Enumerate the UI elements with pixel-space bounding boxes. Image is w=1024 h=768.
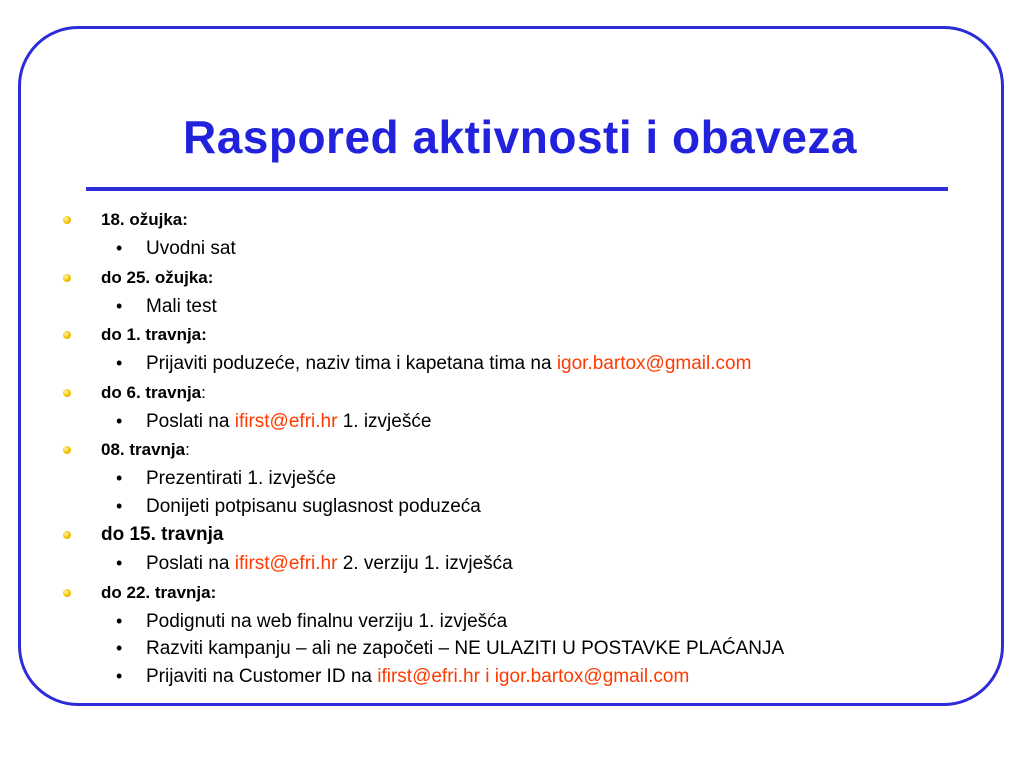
date-item: do 25. ožujka: <box>60 263 1000 293</box>
bullet-dot-icon: • <box>116 295 123 316</box>
task-item: • Mali test <box>60 293 1000 321</box>
task-item: • Poslati na ifirst@efri.hr 1. izvješće <box>60 408 1000 436</box>
bullet-dot-icon: • <box>116 610 123 631</box>
email-link[interactable]: ifirst@efri.hr <box>234 553 338 574</box>
bullet-dot-icon: • <box>116 410 123 431</box>
task-item: • Podignuti na web finalnu verziju 1. izvješća <box>60 608 1000 636</box>
bullet-icon <box>63 446 71 454</box>
title-underline <box>86 187 948 191</box>
slide-title: Raspored aktivnosti i obaveza <box>182 111 858 163</box>
bullet-icon <box>63 216 71 224</box>
task-item: • Razviti kampanju – ali ne započeti – NE ULAZITI U POSTAVKE PLAĆANJA <box>60 635 1000 663</box>
bullet-dot-icon: • <box>116 495 123 516</box>
bullet-icon <box>63 589 71 597</box>
bullet-dot-icon: • <box>116 553 123 573</box>
bullet-dot-icon: • <box>116 353 123 373</box>
bullet-icon <box>63 531 71 539</box>
bullet-icon <box>63 389 71 397</box>
date-item: do 6. travnja: <box>60 378 1000 408</box>
email-link[interactable]: ifirst@efri.hr i igor.bartox@gmail.com <box>377 665 690 687</box>
task-item: • Poslati na ifirst@efri.hr 2. verziju 1. izvješća <box>60 550 1000 578</box>
date-item: 08. travnja: <box>60 435 1000 465</box>
task-item: • Prijaviti na Customer ID na ifirst@efri.hr i igor.bartox@gmail.com <box>60 663 1000 691</box>
task-item: • Donijeti potpisanu suglasnost poduzeća <box>60 493 1000 521</box>
bullet-dot-icon: • <box>116 665 123 686</box>
date-item: do 22. travnja: <box>60 578 1000 608</box>
email-link[interactable]: igor.bartox@gmail.com <box>556 353 752 374</box>
date-item: 18. ožujka: <box>60 205 1000 235</box>
bullet-dot-icon: • <box>116 638 123 658</box>
date-item: do 1. travnja: <box>60 320 1000 350</box>
task-item: • Uvodni sat <box>60 235 1000 263</box>
bullet-dot-icon: • <box>116 238 123 258</box>
bullet-icon <box>63 331 71 339</box>
bullet-icon <box>63 274 71 282</box>
date-item: do 15. travnja <box>60 520 1000 550</box>
task-item: • Prijaviti poduzeće, naziv tima i kapetana tima na igor.bartox@gmail.com <box>60 350 1000 378</box>
task-item: • Prezentirati 1. izvješće <box>60 465 1000 493</box>
activity-list <box>60 205 1000 690</box>
bullet-dot-icon: • <box>116 468 123 488</box>
email-link[interactable]: ifirst@efri.hr <box>234 410 338 432</box>
